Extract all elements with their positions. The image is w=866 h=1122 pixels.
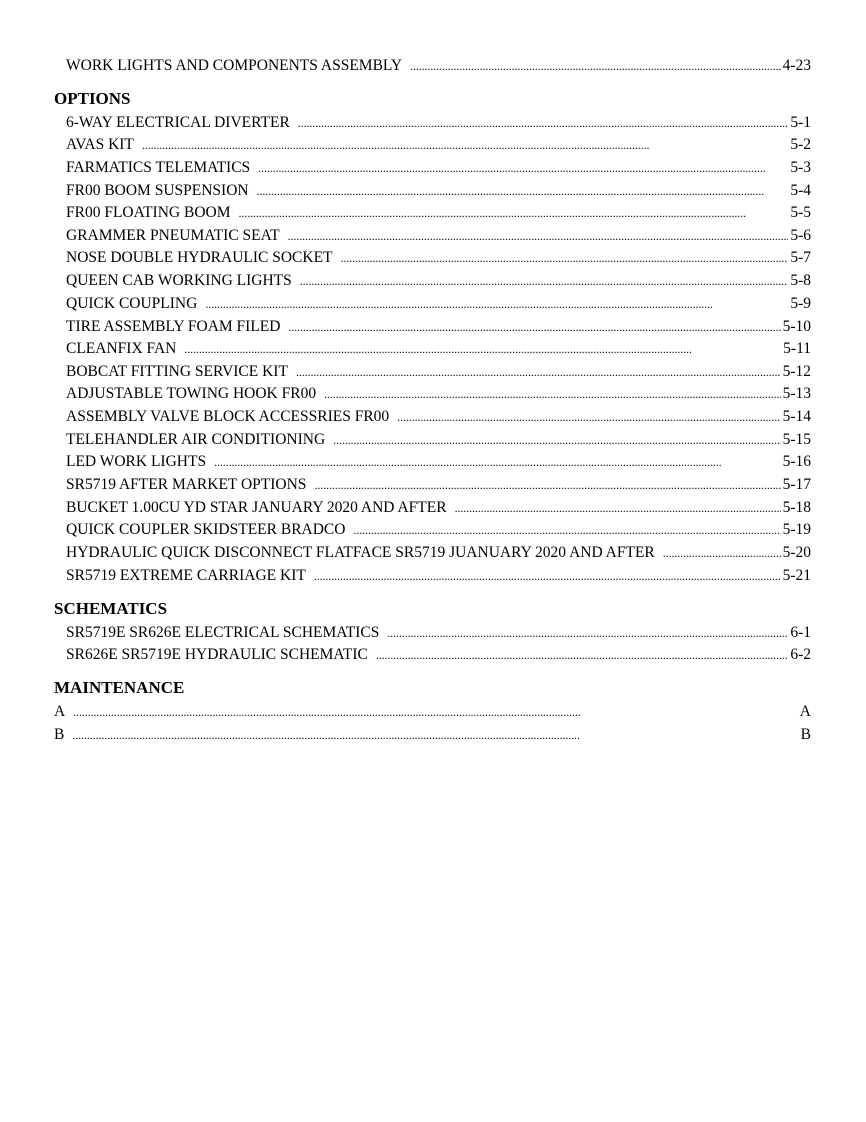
toc-entry-page: 5-1 [790,114,811,131]
dot-leader [258,158,788,178]
toc-entry-title: FR00 FLOATING BOOM [66,204,231,221]
toc-entry-page: 6-2 [790,646,811,663]
toc-entry[interactable] [66,135,811,155]
dot-leader [184,339,781,359]
toc-entry-title: ASSEMBLY VALVE BLOCK ACCESSRIES FR00 [66,408,390,425]
toc-entry-page: 5-18 [782,499,811,516]
toc-entry[interactable] [66,566,811,586]
toc-entry-title: BUCKET 1.00CU YD STAR JANUARY 2020 AND AFTER [66,499,447,516]
section-heading-maintenance: MAINTENANCE [54,678,185,697]
toc-entry[interactable] [66,498,811,518]
dot-leader [324,384,781,404]
section-heading-schematics: SCHEMATICS [54,599,168,618]
toc-entry-page: B [800,726,811,743]
dot-leader [663,543,781,563]
toc-entry-page: 5-7 [790,249,811,266]
toc-entry-title: LED WORK LIGHTS [66,453,207,470]
toc-entry-page: 5-16 [782,453,811,470]
dot-leader [298,113,789,133]
toc-entry-page: 5-2 [790,136,811,153]
dot-leader [314,475,780,495]
toc-entry-title: TELEHANDLER AIR CONDITIONING [66,431,326,448]
toc-entry-title: SR5719E SR626E ELECTRICAL SCHEMATICS [66,624,380,641]
toc-entry-title: 6-WAY ELECTRICAL DIVERTER [66,114,290,131]
toc-entry-page: 5-19 [782,521,811,538]
dot-leader [72,725,798,745]
toc-entry-title: SR626E SR5719E HYDRAULIC SCHEMATIC [66,646,368,663]
toc-entry-title: QUEEN CAB WORKING LIGHTS [66,272,292,289]
toc-entry-page: 4-23 [782,57,811,74]
toc-entry-page: 5-3 [790,159,811,176]
dot-leader [257,181,789,201]
toc-entry[interactable] [66,271,811,291]
toc-entry-title: TIRE ASSEMBLY FOAM FILED [66,318,281,335]
toc-entry[interactable] [66,294,811,314]
toc-entry[interactable] [66,384,811,404]
toc-entry-title: QUICK COUPLING [66,295,198,312]
toc-entry-page: 5-6 [790,227,811,244]
toc-entry-page: 5-14 [782,408,811,425]
toc-entry[interactable] [66,362,811,382]
dot-leader [314,566,781,586]
toc-entry-title: FARMATICS TELEMATICS [66,159,251,176]
toc-entry[interactable] [66,339,811,359]
toc-entry-title: GRAMMER PNEUMATIC SEAT [66,227,280,244]
dot-leader [300,271,789,291]
toc-entry-title: WORK LIGHTS AND COMPONENTS ASSEMBLY [66,57,403,74]
toc-entry[interactable] [66,158,811,178]
toc-entry[interactable] [66,248,811,268]
toc-entry-page: 5-15 [782,431,811,448]
dot-leader [288,317,780,337]
toc-entry-page: 5-13 [782,385,811,402]
dot-leader [205,294,788,314]
dot-leader [376,645,788,665]
dot-leader [288,226,789,246]
toc-entry[interactable] [66,645,811,665]
toc-entry-page: 5-21 [782,567,811,584]
dot-leader [455,498,781,518]
toc-entry-title: SR5719 AFTER MARKET OPTIONS [66,476,307,493]
dot-leader [73,702,798,722]
toc-entry-title: HYDRAULIC QUICK DISCONNECT FLATFACE SR5719 JUANUARY 2020 AND AFTER [66,544,655,561]
toc-entry-page: 5-4 [790,182,811,199]
dot-leader [296,362,781,382]
toc-entry-page: A [799,703,811,720]
toc-entry-page: 6-1 [790,624,811,641]
toc-entry[interactable] [66,317,811,337]
dot-leader [397,407,780,427]
toc-entry-page: 5-5 [790,204,811,221]
toc-entry[interactable] [66,407,811,427]
toc-entry-title: FR00 BOOM SUSPENSION [66,182,249,199]
dot-leader [333,430,780,450]
toc-entry[interactable] [54,725,811,745]
toc-entry[interactable] [66,520,811,540]
toc-entry-page: 5-12 [782,363,811,380]
toc-entry-title: B [54,726,65,743]
toc-entry-page: 5-20 [782,544,811,561]
toc-entry-title: QUICK COUPLER SKIDSTEER BRADCO [66,521,346,538]
toc-entry[interactable] [66,181,811,201]
toc-entry[interactable] [66,623,811,643]
toc-entry-page: 5-17 [782,476,811,493]
dot-leader [214,452,781,472]
toc-entry[interactable] [66,543,811,563]
toc-entry-page: 5-11 [783,340,811,357]
dot-leader [410,56,781,76]
toc-entry-title: A [54,703,66,720]
dot-leader [387,623,788,643]
toc-entry[interactable] [66,430,811,450]
toc-entry[interactable] [66,475,811,495]
toc-entry[interactable] [66,56,811,76]
dot-leader [341,248,789,268]
dot-leader [239,203,789,223]
toc-entry-title: NOSE DOUBLE HYDRAULIC SOCKET [66,249,333,266]
toc-entry-title: BOBCAT FITTING SERVICE KIT [66,363,288,380]
toc-entry-title: ADJUSTABLE TOWING HOOK FR00 [66,385,317,402]
toc-entry[interactable] [54,702,811,722]
dot-leader [142,135,788,155]
toc-entry-page: 5-8 [790,272,811,289]
toc-entry-title: AVAS KIT [66,136,134,153]
toc-entry[interactable] [66,113,811,133]
toc-entry[interactable] [66,226,811,246]
toc-entry-page: 5-9 [790,295,811,312]
toc-entry[interactable] [66,452,811,472]
toc-entry-title: SR5719 EXTREME CARRIAGE KIT [66,567,306,584]
toc-entry[interactable] [66,203,811,223]
toc-entry-title: CLEANFIX FAN [66,340,177,357]
section-heading-options: OPTIONS [54,89,131,108]
dot-leader [353,520,780,540]
toc-entry-page: 5-10 [782,318,811,335]
